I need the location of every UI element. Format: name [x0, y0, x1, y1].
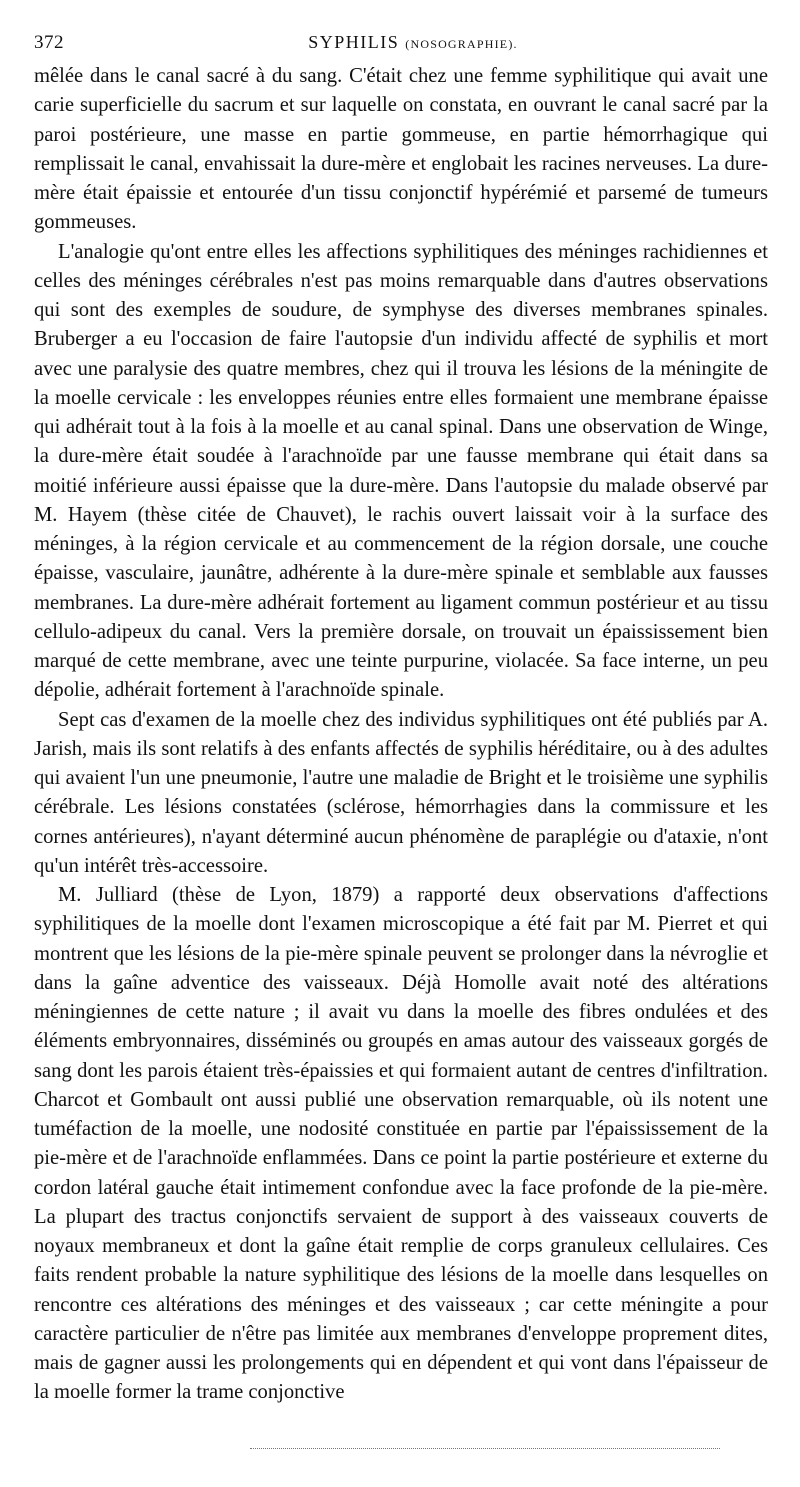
page-number: 372	[34, 32, 64, 53]
paragraph: Sept cas d'examen de la moelle chez des individus syphilitiques ont été publiés par A. Jarish, mais ils sont relatifs à des enfants affectés de syphilis héréditaire, ou à des adultes qui avaient l'un une pneumonie, l'autre une maladie de Bright et le troisième une syphilis cérébrale. Les lésions constatées (sclérose, hémorrhagies dans la commissure et les cornes antérieures), n'ayant déterminé aucun phénomène de paraplégie ou d'ataxie, n'ont qu'un intérêt très-accessoire.	[34, 708, 768, 877]
paragraph-continued: mêlée dans le canal sacré à du sang. C'était chez une femme syphilitique qui avait une carie superficielle du sacrum et sur laquelle on constata, en ouvrant le canal sacré par la paroi postérieure, une masse en partie gommeuse, en partie hémorrhagique qui remplissait le canal, envahissait la dure-mère et englobait les racines nerveuses. La dure-mère était épaissie et entourée d'un tissu conjonctif hypérémié et parsemé de tumeurs gommeuses.	[34, 65, 768, 234]
book-page	[34, 28, 768, 1408]
running-head	[46, 32, 780, 53]
running-head-subtitle: (NOSOGRAPHIE).	[405, 37, 518, 51]
paragraph: L'analogie qu'ont entre elles les affections syphilitiques des méninges rachidiennes et celles des méninges cérébrales n'est pas moins remarquable dans d'autres observations qui sont des exemples de soudure, de symphyse des diverses membranes spinales. Bruberger a eu l'occasion de faire l'autopsie d'un individu affecté de syphilis et mort avec une paralysie des quatre membres, chez qui il trouva les lésions de la méningite de la moelle cervicale : les enveloppes réunies entre elles formaient une membrane épaisse qui adhérait tout à la fois à la moelle et au canal spinal. Dans une observation de Winge, la dure-mère était soudée à l'arachnoïde par une fausse membrane qui était dans sa moitié inférieure aussi épaisse que la dure-mère. Dans l'autopsie du malade observé par M. Hayem (thèse citée de Chauvet), le rachis ouvert laissait voir à la surface des méninges, à la région cervicale et au commencement de la région dorsale, une couche épaisse, vasculaire, jaunâtre, adhérente à la dure-mère spinale et semblable aux fausses membranes. La dure-mère adhérait fortement au ligament commun postérieur et au tissu cellulo-adipeux du canal. Vers la première dorsale, on trouvait un épaississement bien marqué de cette membrane, avec une teinte purpurine, violacée. Sa face interne, un peu dépolie, adhérait fortement à l'arachnoïde spinale.	[34, 240, 768, 702]
page-header	[34, 28, 768, 62]
body-text	[34, 62, 768, 1408]
paragraph: M. Julliard (thèse de Lyon, 1879) a rapporté deux observations d'affections syphilitiques de la moelle dont l'examen microscopique a été fait par M. Pierret et qui montrent que les lésions de la pie-mère spinale peuvent se prolonger dans la névroglie et dans la gaîne adventice des vaisseaux. Déjà Homolle avait noté des altérations méningiennes de cette nature ; il avait vu dans la moelle des fibres ondulées et des éléments embryonnaires, disséminés ou groupés en amas autour des vaisseaux gorgés de sang dont les parois étaient très-épaissies et qui formaient autant de centres d'infiltration. Charcot et Gombault ont aussi publié une observation remarquable, où ils notent une tuméfaction de la moelle, une nodosité constituée en partie par l'épaississement de la pie-mère et de l'arachnoïde enflammées. Dans ce point la partie postérieure et externe du cordon latéral gauche était intimement confondue avec la face profonde de la pie-mère. La plupart des tractus conjonctifs servaient de support à des vaisseaux couverts de noyaux membraneux et dont la gaîne était remplie de corps granuleux cellulaires. Ces faits rendent probable la nature syphilitique des lésions de la moelle dans lesquelles on rencontre ces altérations des méninges et des vaisseaux ; car cette méningite a pour caractère particulier de n'être pas limitée aux membranes d'enveloppe proprement dites, mais de gagner aussi les prolongements qui en dépendent et qui vont dans l'épaisseur de la moelle former la trame conjonctive	[34, 884, 768, 1404]
bottom-rule	[250, 1448, 720, 1449]
running-head-title: SYPHILIS	[308, 32, 400, 52]
